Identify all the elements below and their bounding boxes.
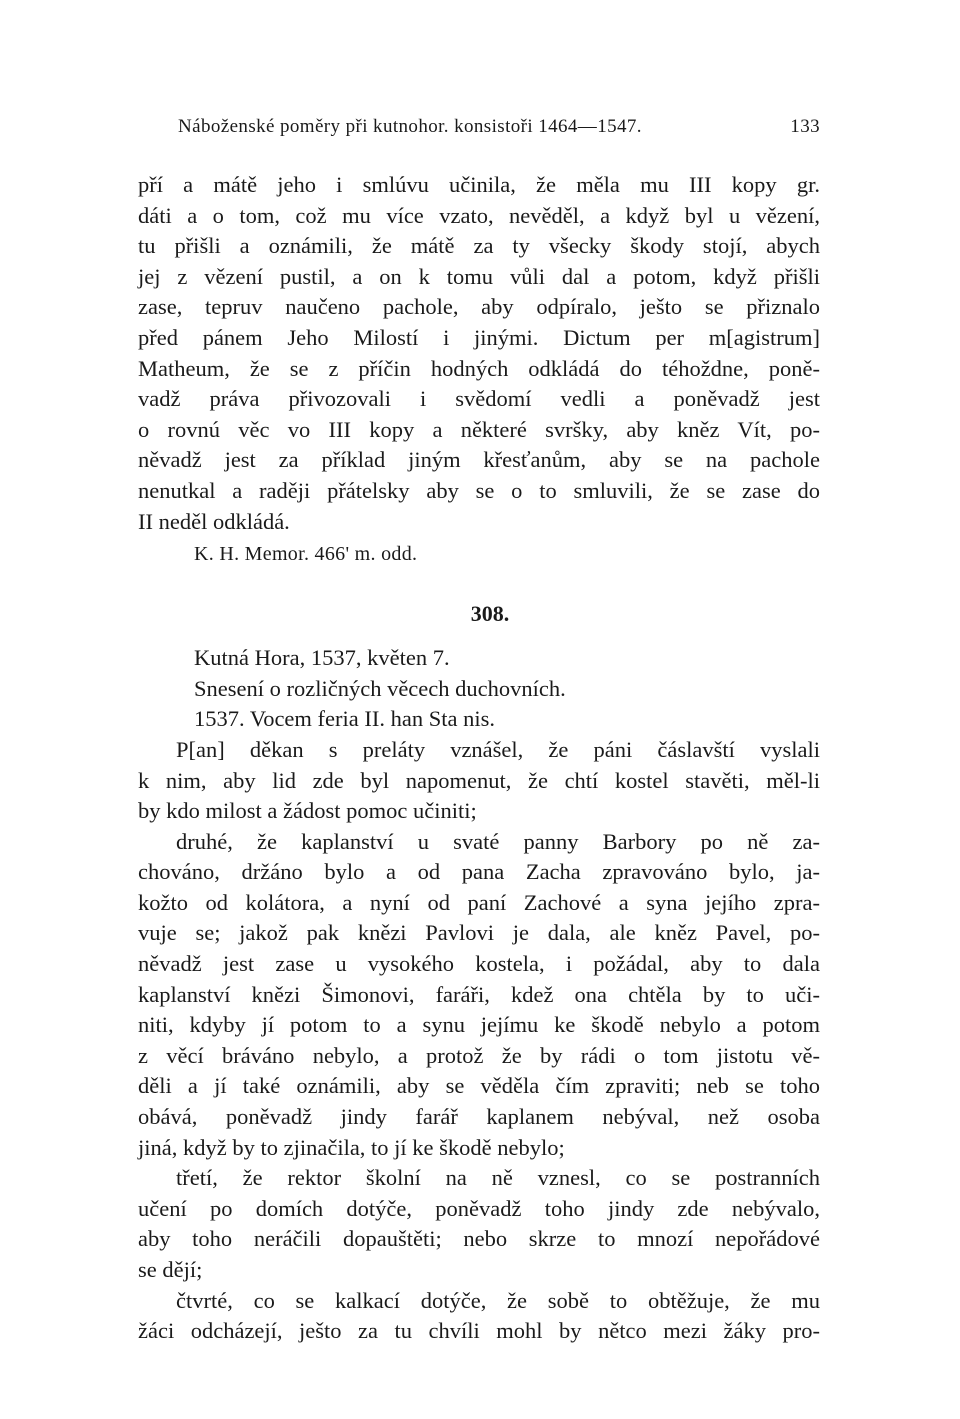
document-heading <box>138 643 820 735</box>
text-line: obává, poněvadž jindy farář kaplanem nebýval, než osoba <box>138 1104 820 1130</box>
running-head-title: Náboženské poměry při kutnohor. konsistoři 1464—1547. <box>178 116 642 137</box>
text-line: čtvrté, co se kalkací dotýče, že sobě to obtěžuje, že mu <box>176 1287 820 1313</box>
document-number: 308. <box>470 601 510 627</box>
continued-paragraph <box>138 170 820 537</box>
paragraph <box>138 1286 820 1347</box>
document-dating: 1537. Vocem feria II. han Sta nis. <box>194 706 495 732</box>
text-line: jiná, když by to zjinačila, to jí ke škodě nebylo; <box>138 1134 565 1160</box>
text-line: aby toho neráčili dopauštěti; nebo skrze to mnozí nepořádové <box>138 1226 820 1252</box>
text-line: žáci odcházejí, ješto za tu chvíli mohl by nětco mezi žáky pro- <box>138 1318 820 1344</box>
text-line: kaplanství knězi Šimonovi, faráři, kdež ona chtěla by to uči- <box>138 981 820 1007</box>
text-line: z věcí bráváno nebylo, a protož že by rádi o tom jistotu vě- <box>138 1042 820 1068</box>
text-line: třetí, že rektor školní na ně vznesl, co se postranních <box>176 1165 820 1191</box>
page-number: 133 <box>790 116 820 137</box>
text-line: nenutkal a raději přátelsky aby se o to smluvili, že se zase do <box>138 477 820 503</box>
text-line: Matheum, že se z příčin hodných odkládá do téhoždne, poně- <box>138 355 820 381</box>
document-summary: Snesení o rozličných věcech duchovních. <box>194 675 566 701</box>
paragraph <box>138 1163 820 1285</box>
text-line: tu přišli a oznámili, že mátě za ty všecky škody stojí, abych <box>138 233 820 259</box>
text-line: k nim, aby lid zde byl napomenut, že chtí kostel stavěti, měl-li <box>138 767 820 793</box>
text-line: pří a mátě jeho i smlúvu učinila, že měla mu III kopy gr. <box>138 172 820 197</box>
text-line: se dějí; <box>138 1257 203 1282</box>
text-line: děli a jí také oznámili, aby se věděla čím zpraviti; neb se toho <box>138 1073 820 1099</box>
text-line: kožto od kolátora, a nyní od paní Zachové a syna jejího zpra- <box>138 889 820 915</box>
text-line: jej z vězení pustil, a on k tomu vůli dal a potom, když přišli <box>138 263 820 289</box>
text-line: zase, tepruv naučeno pachole, aby odpíralo, ješto se přiznalo <box>138 294 820 320</box>
text-line: vuje se; jakož pak knězi Pavlovi je dala, ale kněz Pavel, po- <box>138 920 820 946</box>
document-page <box>138 112 820 1347</box>
text-line: něvadž jest za příklad jiným křesťanům, aby se na pachole <box>138 447 820 473</box>
text-line: o rovnú věc vo III kopy a některé svršky, aby kněz Vít, po- <box>138 416 820 442</box>
paragraph <box>138 735 820 827</box>
text-line: niti, kdyby jí potom to a synu jejímu ke škodě nebylo a potom <box>138 1012 820 1038</box>
text-line: by kdo milost a žádost pomoc učiniti; <box>138 798 477 824</box>
text-line: II neděl odkládá. <box>138 508 290 534</box>
paragraph <box>138 827 820 1164</box>
text-line: dáti a o tom, což mu více vzato, nevěděl, a když byl u vězení, <box>138 202 820 228</box>
text-line: druhé, že kaplanství u svaté panny Barbory po ně za- <box>176 828 820 854</box>
place-date: Kutná Hora, 1537, květen 7. <box>194 645 450 671</box>
running-head <box>178 112 820 142</box>
text-line: P[an] děkan s preláty vznášel, že páni čáslavští vyslali <box>176 736 820 762</box>
document-body <box>138 735 820 1347</box>
text-line: vadž práva přivozovali i svědomí vedli a poněvadž jest <box>138 386 820 412</box>
text-line: chováno, držáno bylo a od pana Zacha zpravováno bylo, ja- <box>138 859 820 885</box>
text-line: učení po domích dotýče, poněvadž toho jindy zde nebývalo, <box>138 1195 820 1221</box>
source-citation: K. H. Memor. 466' m. odd. <box>194 543 418 566</box>
text-line: něvadž jest zase u vysokého kostela, i požádal, aby to dala <box>138 951 820 977</box>
text-line: před pánem Jeho Milostí i jinými. Dictum per m[agistrum] <box>138 324 820 350</box>
